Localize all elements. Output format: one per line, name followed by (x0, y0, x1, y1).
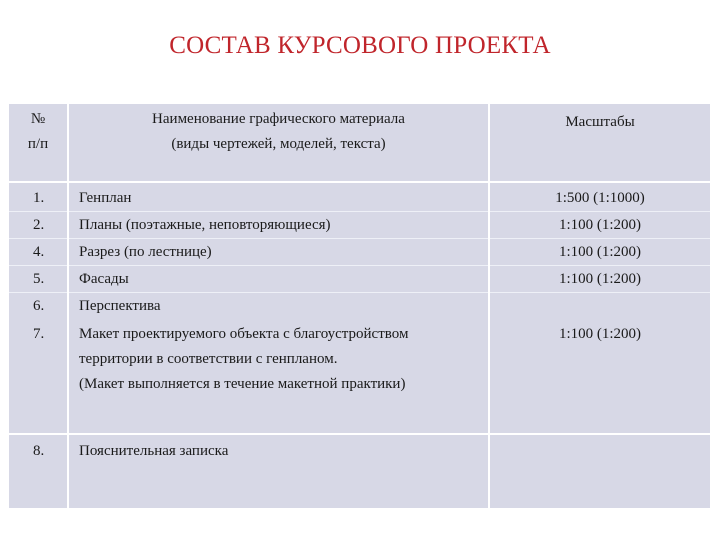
row-number: 5. (8, 266, 68, 293)
row-scale (489, 293, 711, 320)
composition-table (7, 104, 712, 508)
table-row (8, 182, 711, 212)
header-name (68, 104, 489, 182)
row-scale (489, 434, 711, 508)
row-name-line2: территории в соответствии с генпланом. (79, 351, 338, 367)
row-scale: 1:100 (1:200) (489, 239, 711, 266)
row-name: Генплан (68, 182, 489, 212)
table-row (8, 319, 711, 434)
row-number: 4. (8, 239, 68, 266)
row-scale: 1:100 (1:200) (489, 266, 711, 293)
row-name: Фасады (68, 266, 489, 293)
row-number: 6. (8, 293, 68, 320)
table-row (8, 434, 711, 508)
row-name: Планы (поэтажные, неповторяющиеся) (68, 212, 489, 239)
row-number: 1. (8, 182, 68, 212)
header-number (8, 104, 68, 182)
header-scale: Масштабы (489, 104, 711, 182)
header-number-line2: п/п (27, 136, 49, 152)
header-number-line1: № (30, 111, 46, 127)
row-scale: 1:100 (1:200) (489, 319, 711, 434)
table-row (8, 293, 711, 320)
table-row (8, 266, 711, 293)
row-number: 8. (8, 434, 68, 508)
row-scale: 1:100 (1:200) (489, 212, 711, 239)
row-name (68, 319, 489, 434)
row-name: Разрез (по лестнице) (68, 239, 489, 266)
header-name-line2: (виды чертежей, моделей, текста) (171, 136, 386, 152)
row-name: Пояснительная записка (68, 434, 489, 508)
row-number: 7. (8, 319, 68, 434)
row-name-line3: (Макет выполняется в течение макетной практики) (79, 376, 406, 392)
header-name-line1: Наименование графического материала (152, 111, 405, 127)
table-row (8, 212, 711, 239)
row-name: Перспектива (68, 293, 489, 320)
row-name-line1: Макет проектируемого объекта с благоустройством (79, 326, 409, 342)
table-header-row (8, 104, 711, 182)
row-scale: 1:500 (1:1000) (489, 182, 711, 212)
table-row (8, 239, 711, 266)
page-title: СОСТАВ КУРСОВОГО ПРОЕКТА (169, 32, 551, 59)
row-number: 2. (8, 212, 68, 239)
